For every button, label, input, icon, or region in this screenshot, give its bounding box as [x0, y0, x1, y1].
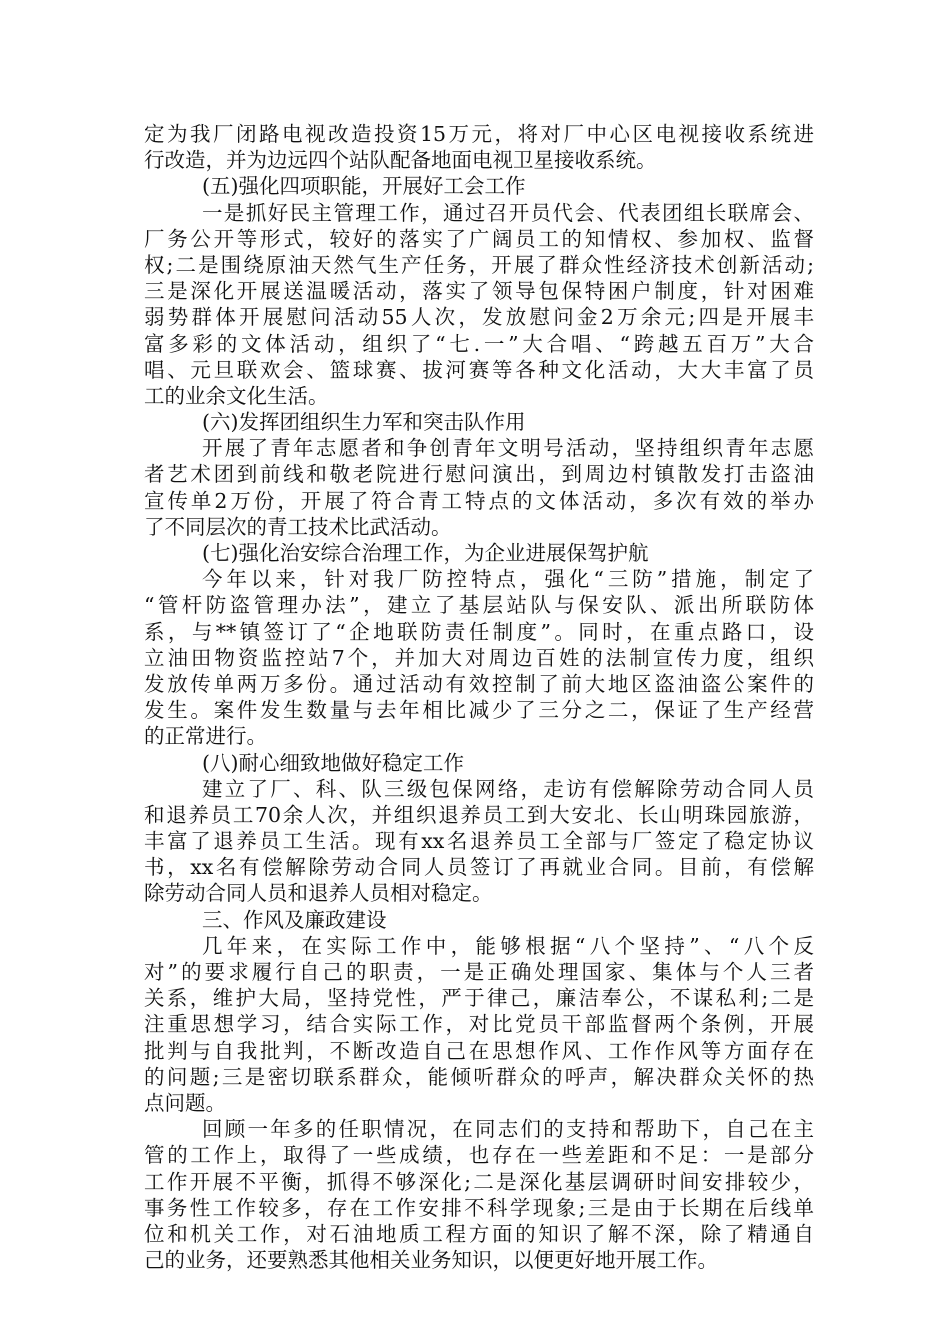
text-line: 者艺术团到前线和敬老院进行慰问演出，到周边村镇散发打击盗油: [144, 462, 814, 487]
text-line: 宣传单2万份，开展了符合青工特点的文体活动，多次有效的举办: [144, 488, 814, 513]
text-line: 发生。案件发生数量与去年相比减少了三分之二，保证了生产经营: [144, 698, 814, 723]
text-line: 位和机关工作，对石油地质工程方面的知识了解不深，除了精通自: [144, 1221, 814, 1246]
text-line: 丰富了退养员工生活。现有xx名退养员工全部与厂签定了稳定协议: [144, 829, 814, 854]
text-line: 注重思想学习，结合实际工作，对比党员干部监督两个条例，开展: [144, 1012, 814, 1037]
text-line: 回顾一年多的任职情况，在同志们的支持和帮助下，自己在主: [202, 1117, 814, 1142]
text-line: 建立了厂、科、队三级包保网络，走访有偿解除劳动合同人员: [202, 776, 814, 801]
document-page: [144, 121, 814, 1273]
text-line: 唱、元旦联欢会、篮球赛、拔河赛等各种文化活动，大大丰富了员: [144, 357, 814, 382]
text-line: (八)耐心细致地做好稳定工作: [202, 750, 464, 775]
text-line: 批判与自我批判，不断改造自己在思想作风、工作作风等方面存在: [144, 1038, 814, 1063]
text-line: 的问题;三是密切联系群众，能倾听群众的呼声，解决群众关怀的热: [144, 1064, 814, 1089]
text-line: 了不同层次的青工技术比武活动。: [144, 514, 452, 539]
text-line: 三是深化开展送温暖活动，落实了领导包保特困户制度，针对困难: [144, 279, 814, 304]
text-line: (七)强化治安综合治理工作，为企业进展保驾护航: [202, 541, 649, 565]
text-line: 的正常进行。: [144, 724, 267, 749]
text-line: “管杆防盗管理办法”，建立了基层站队与保安队、派出所联防体: [144, 593, 814, 618]
text-line: (六)发挥团组织生力军和突击队作用: [202, 410, 526, 435]
text-line: 厂务公开等形式，较好的落实了广阔员工的知情权、参加权、监督: [144, 226, 814, 251]
text-line: 除劳动合同人员和退养人员相对稳定。: [144, 881, 493, 906]
text-line: 几年来，在实际工作中，能够根据“八个坚持”、“八个反: [202, 933, 814, 958]
text-line: 工的业余文化生活。: [144, 383, 329, 408]
text-line: 三、作风及廉政建设: [202, 907, 387, 932]
text-line: 今年以来，针对我厂防控特点，强化“三防”措施，制定了: [202, 567, 814, 592]
text-line: 工作开展不平衡，抓得不够深化;二是深化基层调研时间安排较少，: [144, 1169, 814, 1194]
text-line: 定为我厂闭路电视改造投资15万元，将对厂中心区电视接收系统进: [144, 122, 814, 146]
text-line: 点问题。: [144, 1090, 226, 1115]
text-line: 关系，维护大局，坚持党性，严于律己，廉洁奉公，不谋私利;二是: [144, 986, 814, 1011]
text-line: 和退养员工70余人次，并组织退养员工到大安北、长山明珠园旅游，: [144, 802, 814, 827]
text-line: 管的工作上，取得了一些成绩，也存在一些差距和不足：一是部分: [144, 1143, 814, 1168]
text-line: 对”的要求履行自己的职责，一是正确处理国家、集体与个人三者: [144, 960, 814, 984]
text-line: 弱势群体开展慰问活动55人次，发放慰问金2万余元;四是开展丰: [144, 305, 814, 330]
text-line: 立油田物资监控站7个，并加大对周边百姓的法制宣传力度，组织: [144, 645, 814, 670]
text-line: 一是抓好民主管理工作，通过召开员代会、代表团组长联席会、: [202, 200, 814, 225]
text-line: 行改造，并为边远四个站队配备地面电视卫星接收系统。: [144, 148, 657, 173]
text-line: (五)强化四项职能，开展好工会工作: [202, 174, 526, 199]
text-line: 系，与**镇签订了“企地联防责任制度”。同时，在重点路口，设: [144, 619, 814, 644]
text-line: 己的业务，还要熟悉其他相关业务知识，以便更好地开展工作。: [144, 1248, 718, 1273]
text-line: 开展了青年志愿者和争创青年文明号活动，坚持组织青年志愿: [202, 436, 814, 461]
text-line: 书，xx名有偿解除劳动合同人员签订了再就业合同。目前，有偿解: [144, 855, 814, 880]
text-line: 富多彩的文体活动，组织了“七.一”大合唱、“跨越五百万”大合: [144, 331, 814, 356]
text-line: 权;二是围绕原油天然气生产任务，开展了群众性经济技术创新活动;: [144, 252, 814, 277]
text-line: 事务性工作较多，存在工作安排不科学现象;三是由于长期在后线单: [144, 1195, 814, 1220]
text-line: 发放传单两万多份。通过活动有效控制了前大地区盗油盗公案件的: [144, 671, 814, 696]
